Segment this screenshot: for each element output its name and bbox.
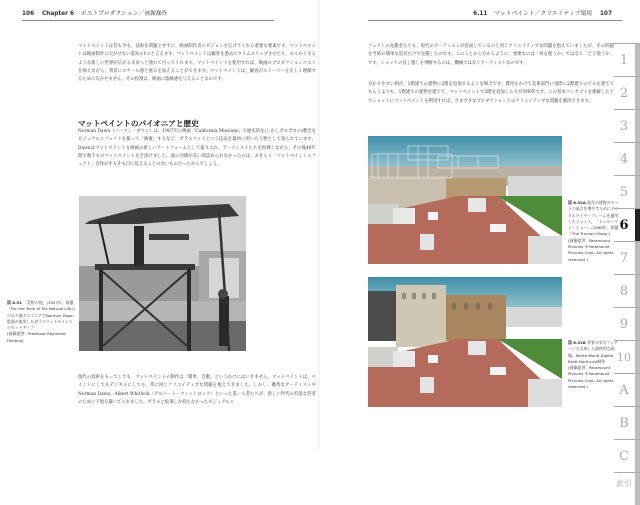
figure-6-51-photo [79, 196, 246, 351]
chapter-tab-5[interactable]: 5 [614, 175, 640, 208]
body-paragraph: フェクトの先駆者たちも、現代のアーティストが直面しているのと同じクリエイティブな問題を抱えていましたが、その問題を当時の簡単な道具だけで克服したのです。このことから分かるように、重要なのは「何を使うか」ではなく「どう使うか」です。ショットの良し悪しを判断するのは、機械ではなくアーティストなのです。 [368, 44, 614, 66]
caption-text: 既存の建物のセットの高さを増やすためにデジタルワイヤーフレームを適用したショット。「トゥルーマン・ショー」(1998年、原題『The Truman Show』) [568, 200, 619, 237]
caption-credit: (画像提供：Professor Raymond Fielding) [7, 331, 66, 343]
final-composite-image [368, 277, 562, 407]
chapter-tab-1[interactable]: 1 [614, 43, 640, 76]
chapter-tab-3[interactable]: 3 [614, 109, 640, 142]
running-head-right [473, 8, 612, 17]
caption-credit: (画像提供：Paramount Pictures ©Paramount Pictures Corp. All rights reserved.) [568, 237, 614, 262]
figure-number: 図 6.52A [568, 200, 586, 205]
chapter-tab-7[interactable]: 7 [614, 241, 640, 274]
figure-caption [568, 340, 620, 390]
chapter-tab-c[interactable]: C [614, 439, 640, 472]
chapter-tab-2[interactable]: 2 [614, 76, 640, 109]
figure-caption [568, 200, 620, 263]
section-number: 6.11 [473, 11, 488, 17]
glass-matte-rig-image [79, 196, 246, 351]
figure-6-52b-photo [368, 277, 562, 407]
chapter-tab-b[interactable]: B [614, 406, 640, 439]
page-number: 106 [22, 11, 35, 17]
chapter-label: Chapter 6 [41, 11, 75, 17]
caption-text: 背景の実写フッテージと合成した最終的な画像。Matte World Digital、Brett Northcutt制作 [568, 340, 618, 364]
chapter-tab-8[interactable]: 8 [614, 274, 640, 307]
chapter-tab-a[interactable]: A [614, 373, 640, 406]
caption-credit: (画像提供：Paramount Pictures ©Paramount Pictures Corp. All rights reserved.) [568, 365, 614, 390]
section-heading: マットペイントのパイオニアと歴史 [78, 119, 199, 128]
figure-number: 図 6.52B [568, 340, 586, 345]
chapter-tab-4[interactable]: 4 [614, 142, 640, 175]
figure-caption [7, 300, 75, 344]
body-paragraph: 現代の技術をもってしても、マットペイントの制作は「簡単、自動」というわけにはいきません。マットペイントは、ペイントにしてもデジタルにしても、常に同じクリエイティブな問題を抱えてきました。しかし、優秀なアーティストやNorman Dawn、Albert Whitlock（アルバート・ウィットロック）といった第一人者たちが、新しい世代の有能な若者のために下地を築いてくれました。ガラスと絵筆しか持たなかったビジュアルエ [78, 375, 316, 405]
page-number: 107 [599, 11, 612, 17]
chapter-tab-10[interactable]: 10 [614, 340, 640, 373]
header-rule [368, 20, 622, 21]
chapter-tab-6-active[interactable]: 6 [614, 208, 640, 241]
figure-6-52a-photo [368, 136, 562, 264]
caption-text: 「荒野の掟」(1927年、原題『For the Term of His Natural Life』)のロケ地タスマニアでNorman Dawn監督が使用したガラスマットペイントのセットアップ [7, 300, 75, 331]
body-paragraph: Norman Dawn（ノーマン・ダウン）は、1907年に映画『California Missions』で歴史的な(しかしボロボロの)教会をビジュアルエフェクトを使って「修復」するなど、ガラスマットという技法を最初に用いた人物として知られています。Dawnはマットペイントを映画の新しいアートフォームとして取り入れ、アーティストたちを指揮しながら、その後40年間で数千ものマットペイントを手掛けました。彼の功績が長い間認められなかったのは、おそらく「マットペイントエフェクト」自体がそもそも目に見えることのないものだったからでしょう。 [78, 129, 316, 168]
body-paragraph: 分かりやすい例が、1階建ての建物に2階を追加するような場合です。費用をかけて美術部門に実際に2階建てのビルを建ててもらうよりも、1階建ての建物を建てて、マットペイントで2階を追加した方が効率的です。この基本コンセプトを理解した上でショットにマットペイントを利用すれば、さまざまなプロダクション上のクリエイティブな問題を解決できます。 [368, 82, 614, 104]
chapter-tab-9[interactable]: 9 [614, 307, 640, 340]
chapter-tab-index[interactable]: 索引 [614, 472, 640, 505]
wireframe-set-image [368, 136, 562, 264]
section-title: マットペイント／クリエイティブ環境 [494, 11, 593, 17]
chapter-title: ポストプロダクション／画像操作 [80, 11, 168, 17]
left-page [0, 0, 320, 451]
running-head-left [22, 8, 168, 17]
body-paragraph: マットペイントは昔も今も、技術を問題とせずに、映画制作者のビジョンを広げてくれる重要な要素です。マットペイントは映画制作に欠かせない道具の1つと言えます。マットペイントは観客を過去にタイムスリップさせたり、わくわくするような新しい世界が広がる未来へと連れて行ってくれます。マットペイントを使用すれば、映画のプロダクションコストを抑えながら、背景にスケール感と重みを加えることができます。マットペイントは、観客がストーリーを正しく理解するために欠かせません。その役割は、映画に臨場感を与えることなのです。 [78, 44, 316, 83]
figure-number: 図 6.51 [7, 300, 22, 305]
chapter-tabs [614, 43, 640, 505]
header-rule [22, 20, 274, 21]
